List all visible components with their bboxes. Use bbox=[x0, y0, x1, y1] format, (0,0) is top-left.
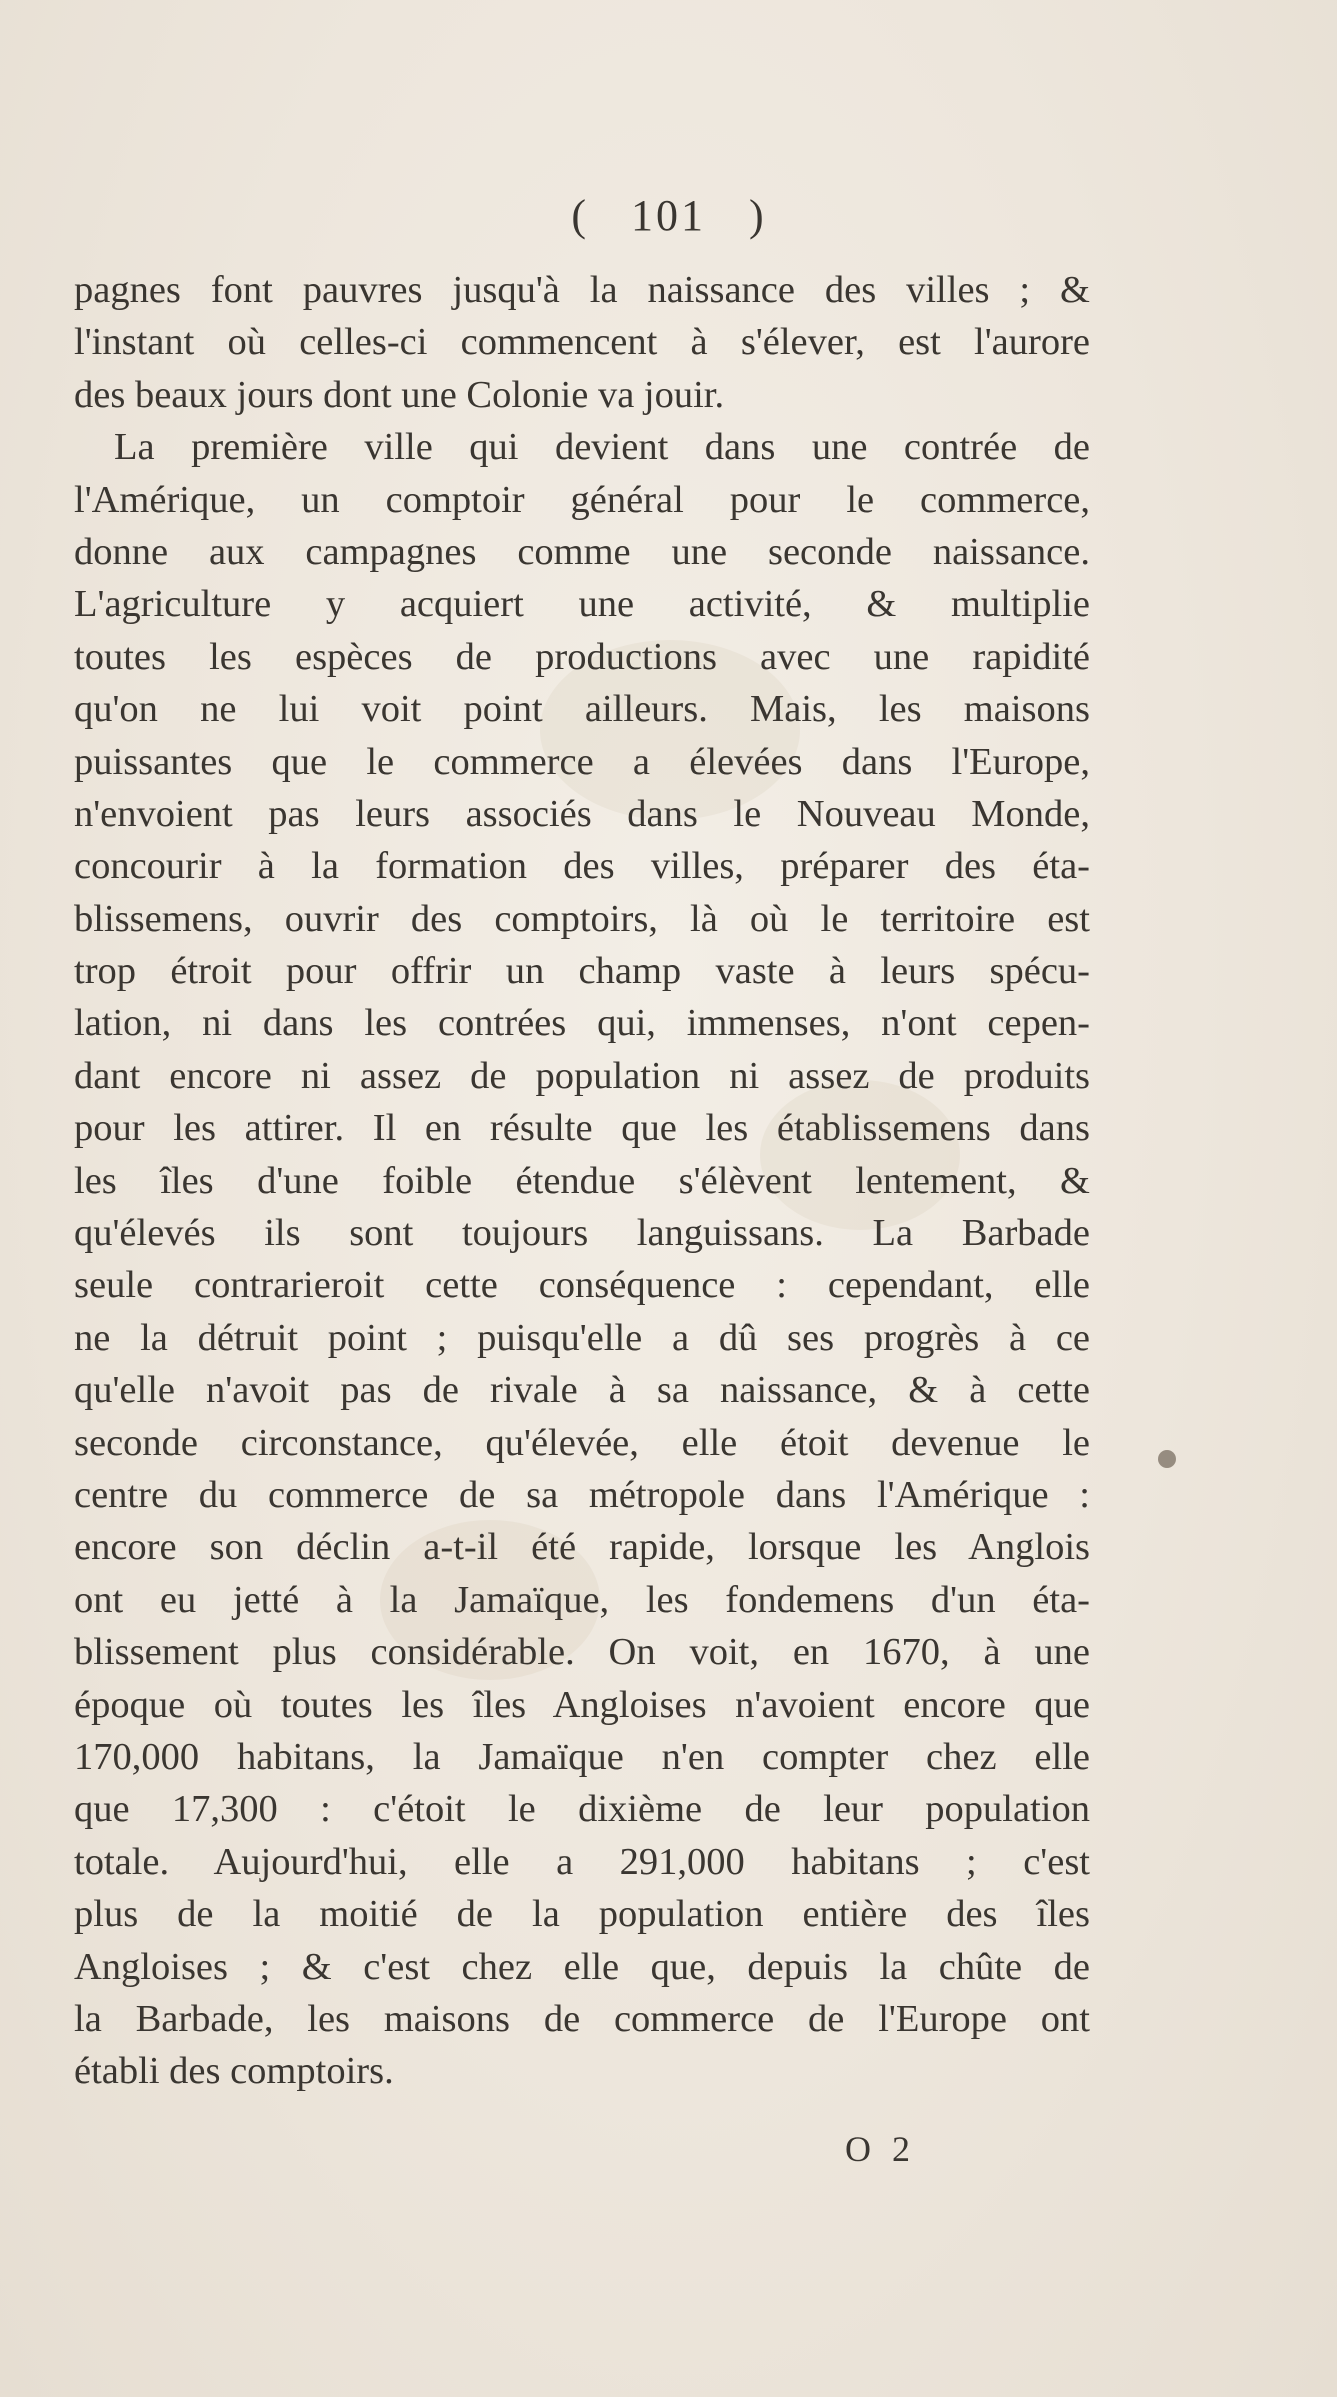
text-line: encore son déclin a-t-il été rapide, lorsque les Anglois bbox=[74, 1526, 1090, 1569]
header-open-paren: ( bbox=[571, 191, 588, 240]
text-line: puissantes que le commerce a élevées dans l'Europe, bbox=[74, 740, 1090, 783]
page-number: 101 bbox=[631, 191, 706, 240]
text-line: blissemens, ouvrir des comptoirs, là où le territoire est bbox=[74, 897, 1090, 940]
text-line: Angloises ; & c'est chez elle que, depuis la chûte de bbox=[74, 1945, 1090, 1988]
text-line: qu'élevés ils sont toujours languissans. La Barbade bbox=[74, 1212, 1090, 1255]
ink-blot bbox=[1158, 1450, 1176, 1468]
text-line: n'envoient pas leurs associés dans le Nouveau Monde, bbox=[74, 792, 1090, 835]
text-line: La première ville qui devient dans une contrée de bbox=[114, 426, 1090, 469]
text-line: qu'elle n'avoit pas de rivale à sa naissance, & à cette bbox=[74, 1369, 1090, 1412]
text-line: plus de la moitié de la population entière des îles bbox=[74, 1893, 1090, 1936]
header-close-paren: ) bbox=[749, 191, 766, 240]
text-line: toutes les espèces de productions avec une rapidité bbox=[74, 635, 1090, 678]
text-line: seconde circonstance, qu'élevée, elle étoit devenue le bbox=[74, 1421, 1090, 1464]
text-line: pour les attirer. Il en résulte que les établissemens dans bbox=[74, 1107, 1090, 1150]
text-line: des beaux jours dont une Colonie va jouir. bbox=[74, 373, 725, 416]
text-line: lation, ni dans les contrées qui, immenses, n'ont cepen- bbox=[74, 1002, 1090, 1045]
text-line: époque où toutes les îles Angloises n'avoient encore que bbox=[74, 1683, 1090, 1726]
text-line: concourir à la formation des villes, préparer des éta- bbox=[74, 845, 1090, 888]
page-header bbox=[0, 190, 1337, 241]
text-line: que 17,300 : c'étoit le dixième de leur population bbox=[74, 1788, 1090, 1831]
body-text bbox=[74, 264, 1090, 2098]
text-line: dant encore ni assez de population ni assez de produits bbox=[74, 1054, 1090, 1097]
text-line: donne aux campagnes comme une seconde naissance. bbox=[74, 530, 1090, 573]
signature-mark: O 2 bbox=[845, 2129, 916, 2169]
text-line: seule contrarieroit cette conséquence : cependant, elle bbox=[74, 1264, 1090, 1307]
text-line: ont eu jetté à la Jamaïque, les fondemens d'un éta- bbox=[74, 1578, 1090, 1621]
text-line: qu'on ne lui voit point ailleurs. Mais, les maisons bbox=[74, 688, 1090, 731]
text-line: trop étroit pour offrir un champ vaste à leurs spécu- bbox=[74, 950, 1090, 993]
text-line: L'agriculture y acquiert une activité, & multiplie bbox=[74, 583, 1090, 626]
text-line: établi des comptoirs. bbox=[74, 2050, 394, 2093]
text-line: la Barbade, les maisons de commerce de l'Europe ont bbox=[74, 1997, 1090, 2040]
text-line: l'Amérique, un comptoir général pour le commerce, bbox=[74, 478, 1090, 521]
text-line: ne la détruit point ; puisqu'elle a dû ses progrès à ce bbox=[74, 1316, 1090, 1359]
text-line: les îles d'une foible étendue s'élèvent lentement, & bbox=[74, 1159, 1090, 1202]
text-line: 170,000 habitans, la Jamaïque n'en compter chez elle bbox=[74, 1735, 1090, 1778]
text-line: totale. Aujourd'hui, elle a 291,000 habitans ; c'est bbox=[74, 1840, 1090, 1883]
text-line: blissement plus considérable. On voit, en 1670, à une bbox=[74, 1631, 1090, 1674]
text-line: l'instant où celles-ci commencent à s'élever, est l'aurore bbox=[74, 321, 1090, 364]
text-line: centre du commerce de sa métropole dans l'Amérique : bbox=[74, 1473, 1090, 1516]
text-line: pagnes font pauvres jusqu'à la naissance des villes ; & bbox=[74, 269, 1090, 311]
